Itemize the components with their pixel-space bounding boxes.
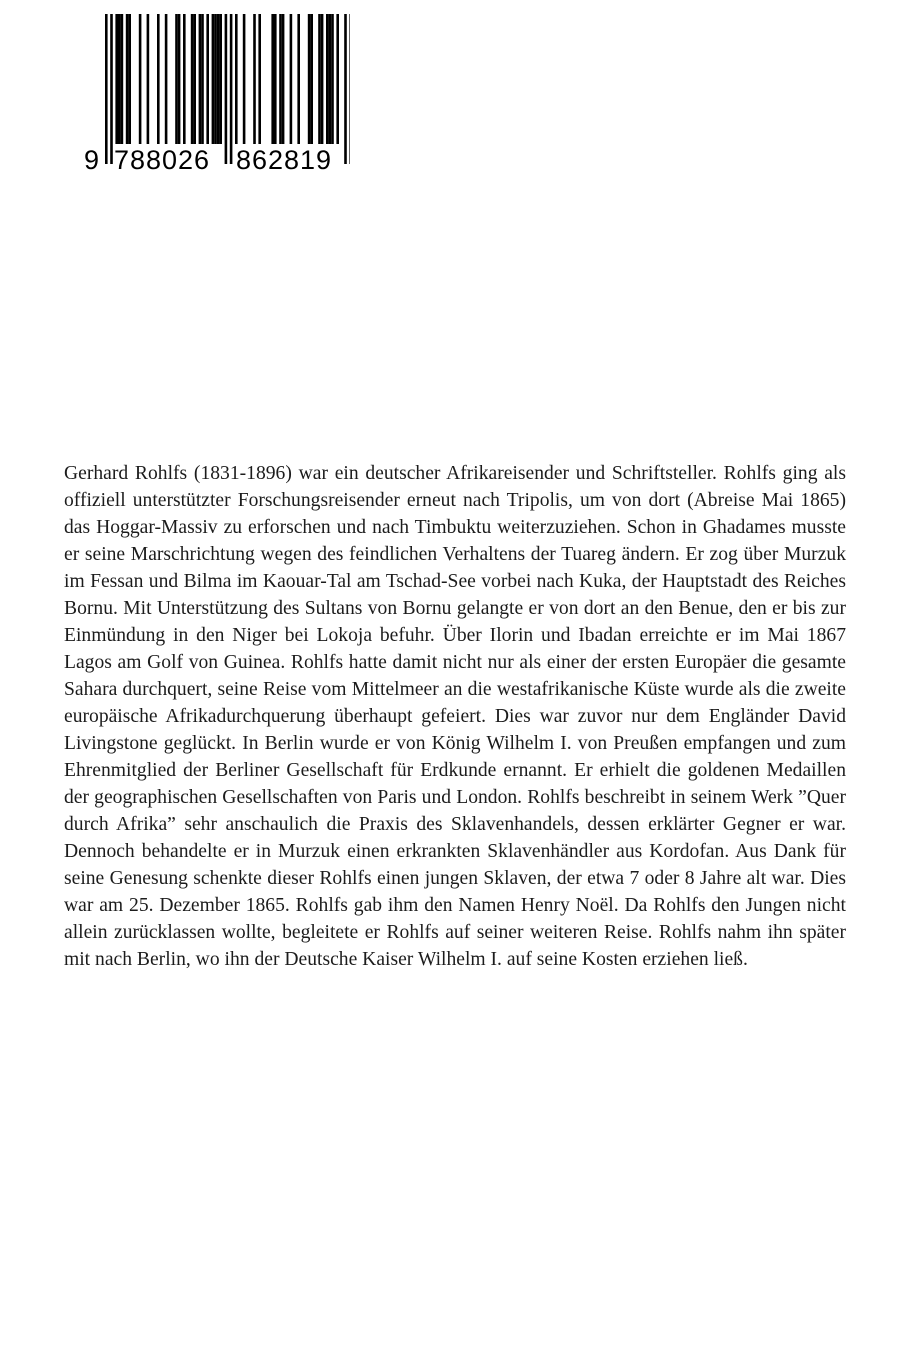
barcode-bar: [214, 14, 217, 144]
barcode-bar: [329, 14, 332, 144]
barcode-bar: [193, 14, 196, 144]
barcode-bar: [201, 14, 204, 144]
barcode-guard-bar: [110, 14, 113, 164]
barcode-bar: [219, 14, 222, 144]
barcode-bar: [297, 14, 300, 144]
barcode-bar: [217, 14, 220, 144]
barcode-bar: [258, 14, 261, 144]
barcode-bar: [183, 14, 186, 144]
barcode-bar: [128, 14, 131, 144]
barcode-bar: [282, 14, 285, 144]
barcode-bar: [157, 14, 160, 144]
barcode-bar: [139, 14, 142, 144]
barcode-guard-bar: [349, 14, 350, 164]
barcode-bar: [118, 14, 121, 144]
barcode-digits-left: 788026: [113, 145, 211, 175]
barcode-bar: [321, 14, 324, 144]
barcode-bar: [199, 14, 202, 144]
barcode-bar: [191, 14, 194, 144]
barcode-digit-lead: 9: [84, 145, 100, 175]
barcode-bar: [243, 14, 246, 144]
barcode-bar: [331, 14, 334, 144]
barcode-bar: [336, 14, 339, 144]
barcode-bar: [326, 14, 329, 144]
barcode-bar: [121, 14, 124, 144]
isbn-barcode: [84, 14, 350, 180]
barcode-guard-bar: [230, 14, 233, 164]
barcode-bar: [318, 14, 321, 144]
barcode-bar: [253, 14, 256, 144]
barcode-bar: [212, 14, 215, 144]
barcode-bar: [165, 14, 168, 144]
barcode-graphic: [84, 14, 350, 180]
barcode-bar: [126, 14, 129, 144]
barcode-bar: [115, 14, 118, 144]
barcode-bar: [279, 14, 282, 144]
barcode-bars: [105, 14, 350, 164]
barcode-guard-bar: [105, 14, 108, 164]
barcode-bar: [308, 14, 311, 144]
barcode-bar: [175, 14, 178, 144]
barcode-bar: [310, 14, 313, 144]
barcode-bar: [147, 14, 150, 144]
barcode-bar: [271, 14, 274, 144]
barcode-bar: [178, 14, 181, 144]
back-cover-blurb: Gerhard Rohlfs (1831-1896) war ein deutscher Afrikareisender und Schriftsteller. Rohlfs ging als offiziell unterstützter Forschungsreisender erneut nach Tripolis, um von dort (Abreise Mai 1865) das Hoggar-Massiv zu erforschen und nach Timbuktu weiterzuziehen. Schon in Ghadames musste er seine Marschrichtung wegen des feindlichen Verhaltens der Tuareg ändern. Er zog über Murzuk im Fessan und Bilma im Kaouar-Tal am Tschad-See vorbei nach Kuka, der Hauptstadt des Reiches Bornu. Mit Unterstützung des Sultans von Bornu gelangte er von dort an den Benue, den er bis zur Einmündung in den Niger bei Lokoja befuhr. Über Ilorin und Ibadan erreichte er im Mai 1867 Lagos am Golf von Guinea. Rohlfs hatte damit nicht nur als einer der ersten Europäer die gesamte Sahara durchquert, seine Reise vom Mittelmeer an die westafrikanische Küste wurde als die zweite europäische Afrikadurchquerung überhaupt gefeiert. Dies war zuvor nur dem Engländer David Livingstone geglückt. In Berlin wurde er von König Wilhelm I. von Preußen empfangen und zum Ehrenmitglied der Berliner Gesellschaft für Erdkunde ernannt. Er erhielt die goldenen Medaillen der geographischen Gesellschaften von Paris und London. Rohlfs beschreibt in seinem Werk ”Quer durch Afrika” sehr anschaulich die Praxis des Sklavenhandels, dessen erklärter Gegner er war. Dennoch behandelte er in Murzuk einen erkrankten Sklavenhändler aus Kordofan. Aus Dank für seine Genesung schenkte dieser Rohlfs einen jungen Sklaven, der etwa 7 oder 8 Jahre alt war. Dies war am 25. Dezember 1865. Rohlfs gab ihm den Namen Henry Noël. Da Rohlfs den Jungen nicht allein zurücklassen wollte, begleitete er Rohlfs auf seiner weiteren Reise. Rohlfs nahm ihn später mit nach Berlin, wo ihn der Deutsche Kaiser Wilhelm I. auf seine Kosten erziehen ließ.: [64, 463, 846, 970]
barcode-bar: [290, 14, 293, 144]
barcode-bar: [206, 14, 209, 144]
barcode-guard-bar: [344, 14, 347, 164]
barcode-bar: [274, 14, 277, 144]
barcode-bar: [235, 14, 238, 144]
barcode-digits-right: 862819: [235, 145, 333, 175]
barcode-guard-bar: [225, 14, 228, 164]
